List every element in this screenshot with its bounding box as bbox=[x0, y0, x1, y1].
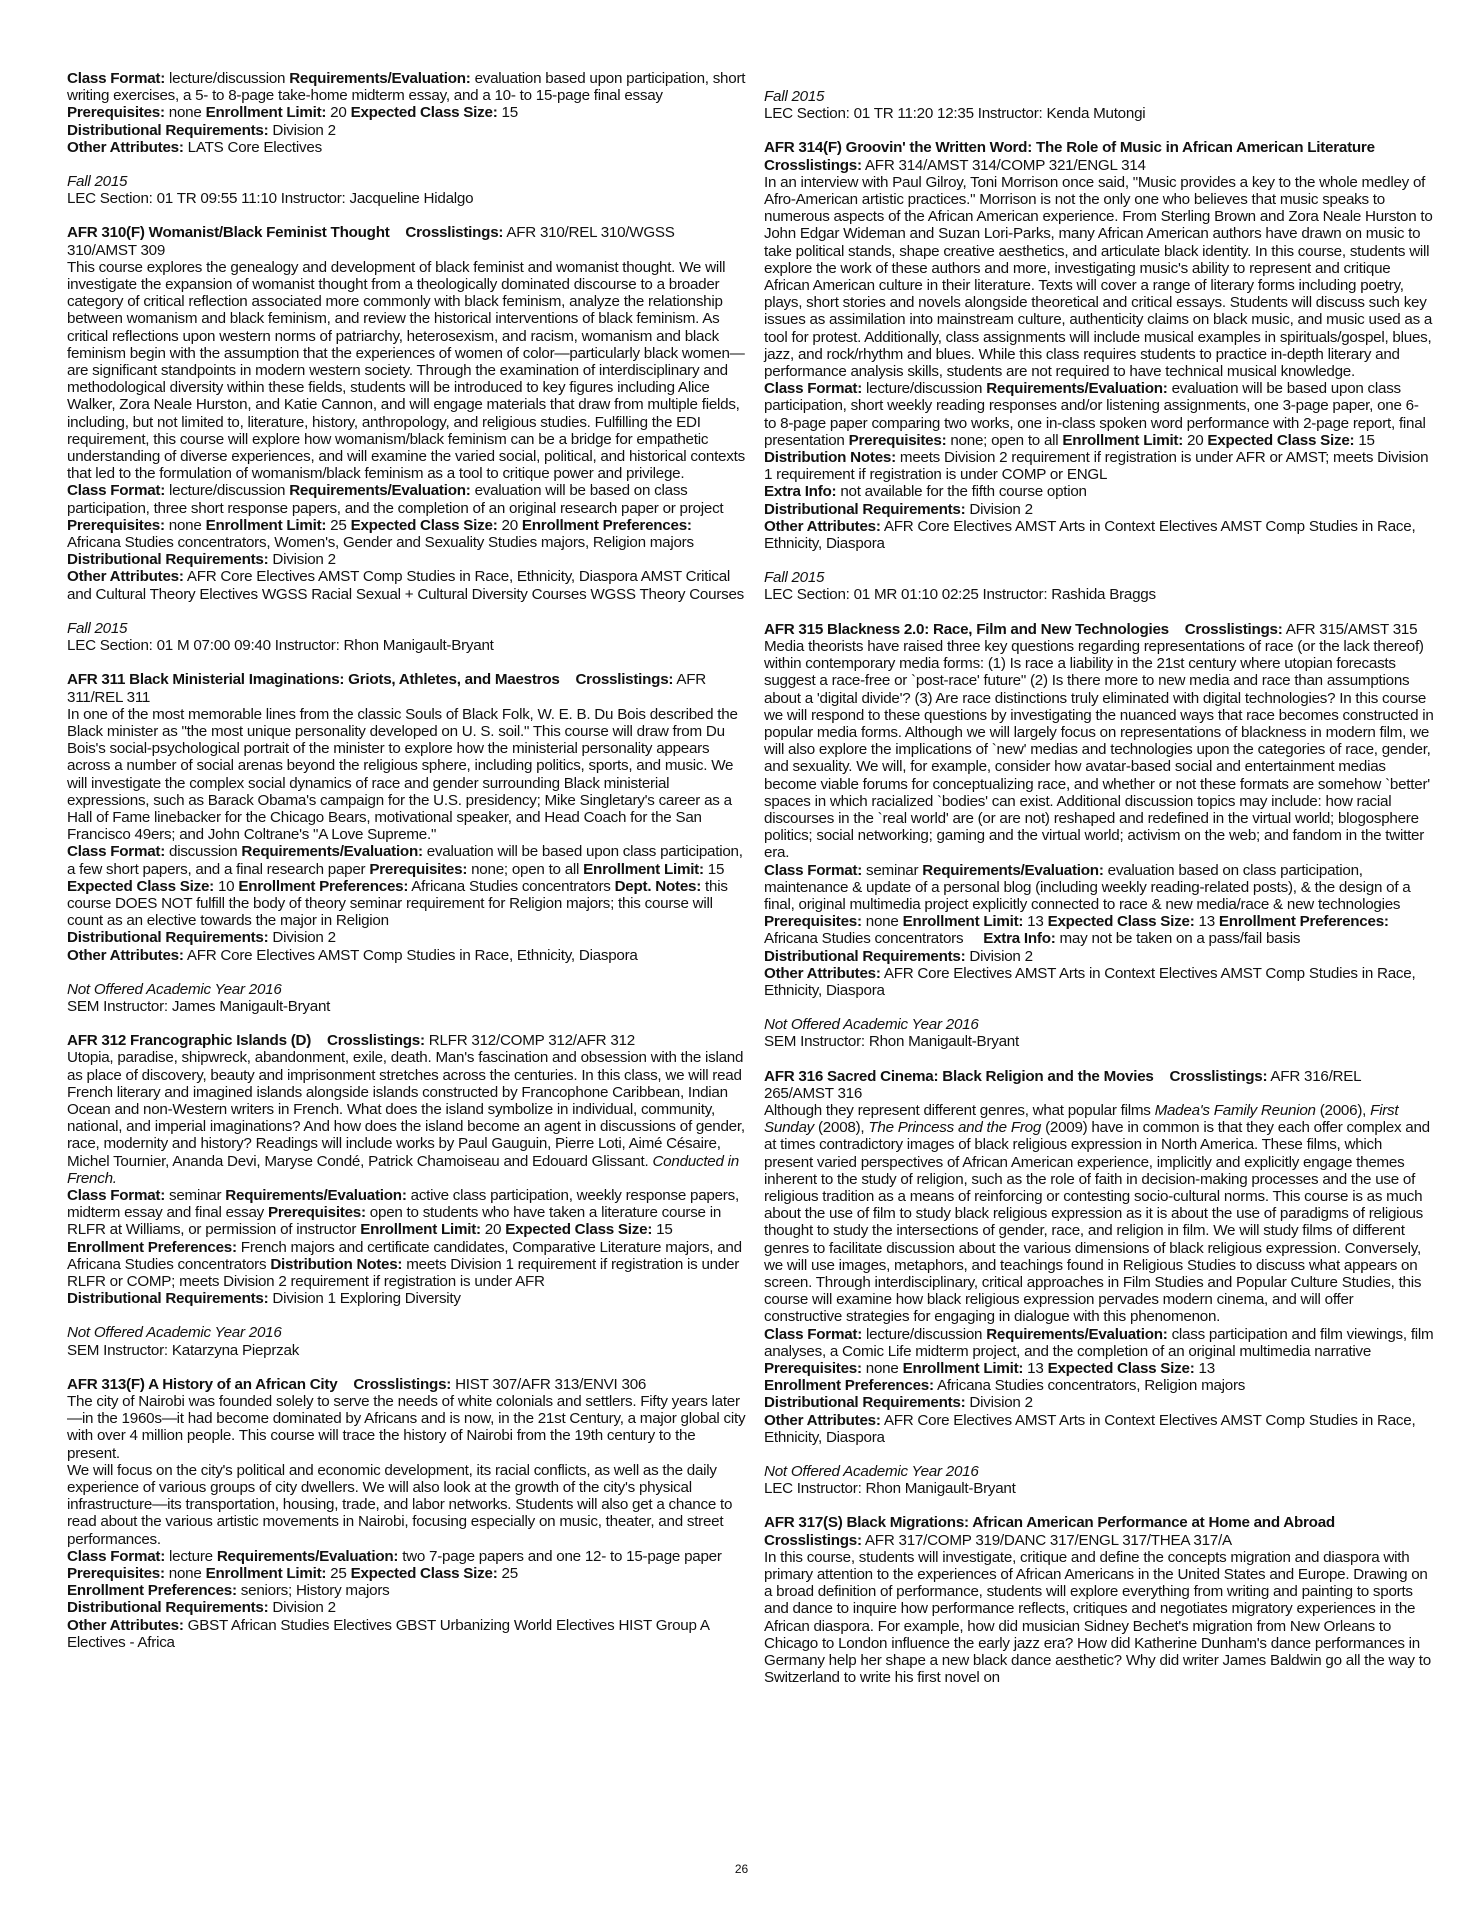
course-title: AFR 313(F) A History of an African City bbox=[67, 1375, 338, 1393]
section-info: Fall 2015 LEC Section: 01 MR 01:10 02:25 Instructor: Rashida Braggs bbox=[764, 569, 1156, 604]
course-description: Media theorists have raised three key questions regarding representations of race (or the lack thereof) within contemporary media forms: (1) Is race a liability in the 21st century where utopian forecasts suggest a race-free or `post-race' future" (2) Is there more to new media and race than assumptions about a 'digital divide'? (3) Are race distinctions truly eliminated with digital technologies? In this course we will respond to these questions by investigating the nuanced ways that race becomes constructed in popular media forms. Although we will largely focus on representations of blackness in modern film, we will also explore the implications of `new' medias and technologies upon the categories of race, gender, and sexuality. We will, for example, consider how avatar-based social and entertainment medias become viable forums for conceptualizing race, and whether or not these formats are somehow `better' spaces in which racialized `bodies' can exist. Additional discussion topics may include: how racial discourses in the `real world' are (or are not) reshaped and redefined in the virtual world; blogosphere politics; social networking; gaming and the virtual world; activism on the web; and fandom in the twitter era. bbox=[764, 637, 1434, 862]
course-title: AFR 317(S) Black Migrations: African American Performance at Home and Abroad bbox=[764, 1514, 1335, 1532]
course-title: AFR 314(F) Groovin' the Written Word: The Role of Music in African American Literature bbox=[764, 139, 1375, 157]
section-info: Not Offered Academic Year 2016 SEM Instructor: James Manigault-Bryant bbox=[67, 980, 331, 1015]
course-description: Although they represent different genres, what popular films Madea's Family Reunion (2006), First Sunday (2008), The Princess and the Frog (2009) have in common is that they each offer complex and at times contradictory images of black religious expression in North America. These films, which present varied perspectives of African American experience, implicitly and explicitly engage themes inherent to the study of religion, such as the role of faith in decision-making processes and the use of religious tradition as a means of reinforcing or contesting socio-cultural norms. This course is as much about the use of film to study black religious expression as it is about the use of paradigms of religious thought to study the intersections of gender, race, and religion in film. We will study films of different genres to facilitate discussion about the various dimensions of black religious expression. Conversely, we will use images, metaphors, and teachings found in Religious Studies to discuss what appears on screen. Through interdisciplinary, critical approaches in Film Studies and Popular Culture Studies, this course will examine how black religious expression pervades modern cinema, and will offer constructive strategies for engaging in dialogue with this phenomenon. bbox=[764, 1101, 1430, 1326]
course-title: AFR 316 Sacred Cinema: Black Religion and the Movies bbox=[764, 1067, 1154, 1085]
course-title: AFR 310(F) Womanist/Black Feminist Thought bbox=[67, 224, 390, 242]
course-afr-315: AFR 315 Blackness 2.0: Race, Film and New Technologies Crosslistings: AFR 315/AMST 315 Media theorists have raised three key questions regarding representations of race (or the lack thereof) within contemporary media forms: (1) Is race a liability in the 21st century where utopian forecasts suggest a race-free or `post-race' future" (2) Is there more to new media and race than assumptions about a 'digital divide'? (3) Are race distinctions truly eliminated with digital technologies? In this course we will respond to these questions by investigating the nuanced ways that race becomes constructed in popular media forms. Although we will largely focus on representations of blackness in modern film, we will also explore the implications of `new' medias and technologies upon the categories of race, gender, and sexuality. We will, for example, consider how avatar-based social and entertainment medias become viable forums for conceptualizing race, and whether or not these formats are somehow `better' spaces in which racialized `bodies' can exist. Additional discussion topics may include: how racial discourses in the `real world' are (or are not) reshaped and redefined in the virtual world; blogosphere politics; social networking; gaming and the virtual world; activism on the web; and fandom in the twitter era. Class Format: seminar Requirements/Evaluation: evaluation based on class participation, maintenance & update of a personal blog (including weekly reading-related posts), & the design of a final, original multimedia project explicitly connected to race & new media/race & new technologies Prerequisites: none Enrollment Limit: 13 Expected Class Size: 13 Enrollment Preferences: Africana Studies concentrators Extra Info: may not be taken on a pass/fail basis Distributional Requirements: Division 2 Other Attributes: AFR Core Electives AMST Arts in Context Electives AMST Comp Studies in Race, Ethnicity, Diaspora bbox=[764, 620, 1434, 999]
course-afr-311: AFR 311 Black Ministerial Imaginations: Griots, Athletes, and Maestros Crosslistings: AFR 311/REL 311 In one of the most memorable lines from the classic Souls of Black Folk, W. E. B. Du Bois described the Black minister as "the most unique personality developed on U. S. soil." This course will draw from Du Bois's social-psychological portrait of the minister to explore how the ministerial personality appears across a number of social arenas beyond the religious sphere, including politics, sports, and music. We will investigate the complex social dynamics of race and gender surrounding Black ministerial expressions, such as Barack Obama's campaign for the U.S. presidency; Mike Singletary's career as a Hall of Fame linebacker for the Chicago Bears, motivational speaker, and Head Coach for the San Francisco 49ers; and John Coltrane's "A Love Supreme." Class Format: discussion Requirements/Evaluation: evaluation will be based upon class participation, a few short papers, and a final research paper Prerequisites: none; open to all Enrollment Limit: 15 Expected Class Size: 10 Enrollment Preferences: Africana Studies concentrators Dept. Notes: this course DOES NOT fulfill the body of theory seminar requirement for Religion majors; this course will count as an elective towards the major in Religion Distributional Requirements: Division 2 Other Attributes: AFR Core Electives AMST Comp Studies in Race, Ethnicity, Diaspora bbox=[67, 671, 747, 963]
right-column bbox=[764, 88, 1434, 1686]
section-info: Fall 2015 LEC Section: 01 TR 09:55 11:10 Instructor: Jacqueline Hidalgo bbox=[67, 173, 474, 208]
course-description: We will focus on the city's political and economic development, its racial conflicts, as well as the daily experience of various groups of city dwellers. We will also look at the growth of the city's physical infrastructure—its transportation, housing, trade, and labor networks. Students will also get a chance to read about the various artistic movements in Nairobi, focusing especially on music, theater, and street performances. bbox=[67, 1461, 733, 1548]
course-afr-314: AFR 314(F) Groovin' the Written Word: The Role of Music in African American Literature Crosslistings: AFR 314/AMST 314/COMP 321/ENGL 314 In an interview with Paul Gilroy, Toni Morrison once said, "Music provides a key to the whole medley of Afro-American artistic practices." Morrison is not the only one who believes that music speaks to numerous aspects of the African American experience. From Sterling Brown and Zora Neale Hurston to John Edgar Wideman and Suzan Lori-Parks, many African American authors have drawn on music to take political stands, shape creative aesthetics, and articulate black identity. In this course, students will explore the work of these authors and more, investigating music's ability to represent and critique African American culture in their literature. Texts will cover a range of literary forms including poetry, plays, short stories and novels alongside theoretical and critical essays. Students will discuss such key issues as assimilation into mainstream culture, authenticity claims on black music, and music used as a tool for protest. Additionally, class assignments will include musical examples in spirituals/gospel, blues, jazz, and rock/rhythm and blues. While this class requires students to practice in-depth literary and performance analysis skills, students are not required to have technical musical knowledge. Class Format: lecture/discussion Requirements/Evaluation: evaluation will be based upon class participation, short weekly reading responses and/or listening assignments, one 3-page paper, one 6- to 8-page paper comparing two works, one in-class spoken word performance with 2-page report, final presentation Prerequisites: none; open to all Enrollment Limit: 20 Expected Class Size: 15 Distribution Notes: meets Division 2 requirement if registration is under AFR or AMST; meets Division 1 requirement if registration is under COMP or ENGL Extra Info: not available for the fifth course option Distributional Requirements: Division 2 Other Attributes: AFR Core Electives AMST Arts in Context Electives AMST Comp Studies in Race, Ethnicity, Diaspora bbox=[764, 139, 1433, 553]
course-afr-317: AFR 317(S) Black Migrations: African American Performance at Home and Abroad Crosslistings: AFR 317/COMP 319/DANC 317/ENGL 317/THEA 317/A In this course, students will investigate, critique and define the concepts migration and diaspora with primary attention to the experiences of African Americans in the United States and Europe. Drawing on a broad definition of performance, students will explore everything from writing and painting to sports and dance to inquire how performance reflects, critiques and negotiates migratory experiences in the African diaspora. For example, how did musician Sidney Bechet's migration from New Orleans to Chicago to London influence the early jazz era? How did Katherine Dunham's dance performances in Germany help her shape a new black dance aesthetic? Why did writer James Baldwin go all the way to Switzerland to write his first novel on bbox=[764, 1514, 1434, 1686]
course-description: In one of the most memorable lines from the classic Souls of Black Folk, W. E. B. Du Bois described the Black minister as "the most unique personality developed on U. S. soil." This course will draw from Du Bois's social-psychological portrait of the minister to explore how the ministerial personality appears across a number of social arenas beyond the religious sphere, including politics, sports, and music. We will investigate the complex social dynamics of race and gender surrounding Black ministerial expressions, such as Barack Obama's campaign for the U.S. presidency; Mike Singletary's career as a Hall of Fame linebacker for the Chicago Bears, motivational speaker, and Head Coach for the San Francisco 49ers; and John Coltrane's "A Love Supreme." bbox=[67, 705, 738, 844]
page-number: 26 bbox=[734, 1862, 749, 1876]
course-description: In this course, students will investigate, critique and define the concepts migration and diaspora with primary attention to the experiences of African Americans in the United States and Europe. Drawing on a broad definition of performance, students will explore everything from writing and painting to sports and dance to inquire how performance reflects, critiques and negotiates migratory experiences in the African diaspora. For example, how did musician Sidney Bechet's migration from New Orleans to Chicago to London influence the early jazz era? How did Katherine Dunham's dance performances in Germany help her shape a new black dance aesthetic? Why did writer James Baldwin go all the way to Switzerland to write his first novel on bbox=[764, 1548, 1431, 1687]
course-afr-313: AFR 313(F) A History of an African City Crosslistings: HIST 307/AFR 313/ENVI 306 The city of Nairobi was founded solely to serve the needs of white colonials and settlers. Fifty years later—in the 1960s—it had become dominated by Africans and is now, in the 21st Century, a major global city with over 4 million people. This course will trace the history of Nairobi from the 19th century to the present. We will focus on the city's political and economic development, its racial conflicts, as well as the daily experience of various groups of city dwellers. We will also look at the growth of the city's physical infrastructure—its transportation, housing, trade, and labor networks. Students will also get a chance to read about the various artistic movements in Nairobi, focusing especially on music, theater, and street performances. Class Format: lecture Requirements/Evaluation: two 7-page papers and one 12- to 15-page paper Prerequisites: none Enrollment Limit: 25 Expected Class Size: 25 Enrollment Preferences: seniors; History majors Distributional Requirements: Division 2 Other Attributes: GBST African Studies Electives GBST Urbanizing World Electives HIST Group A Electives - Africa bbox=[67, 1375, 746, 1651]
section-info: Fall 2015 LEC Section: 01 TR 11:20 12:35 Instructor: Kenda Mutongi bbox=[764, 88, 1146, 123]
course-afr-310: AFR 310(F) Womanist/Black Feminist Thought Crosslistings: AFR 310/REL 310/WGSS 310/AMST 309 This course explores the genealogy and development of black feminist and womanist thought. We will investigate the expansion of womanist thought from a theologically dominated discourse to a broader category of critical reflection associated more commonly with black feminism, analyze the relationship between womanism and black feminism, and review the historical interventions of black feminism. As critical reflections upon western norms of patriarchy, heterosexism, and racism, womanism and black feminism begin with the assumption that the experiences of women of color—particularly black women—are significant standpoints in modern western society. Through the examination of interdisciplinary and methodological diversity within these fields, students will be introduced to key figures including Alice Walker, Zora Neale Hurston, and Katie Cannon, and will engage materials that draw from multiple fields, including, but not limited to, literature, history, anthropology, and religious studies. Fulfilling the EDI requirement, this course will explore how womanism/black feminism can be a bridge for empathetic understanding of diverse experiences, and will examine the varied social, political, and historical contexts that led to the formulation of womanism/black feminism as a tool to critique power and privilege. Class Format: lecture/discussion Requirements/Evaluation: evaluation will be based on class participation, three short response papers, and the completion of an original research paper or project Prerequisites: none Enrollment Limit: 25 Expected Class Size: 20 Enrollment Preferences: Africana Studies concentrators, Women's, Gender and Sexuality Studies majors, Religion majors Distributional Requirements: Division 2 Other Attributes: AFR Core Electives AMST Comp Studies in Race, Ethnicity, Diaspora AMST Critical and Cultural Theory Electives WGSS Racial Sexual + Cultural Diversity Courses WGSS Theory Courses bbox=[67, 224, 747, 602]
course-afr-312: AFR 312 Francographic Islands (D) Crosslistings: RLFR 312/COMP 312/AFR 312 Utopia, paradise, shipwreck, abandonment, exile, death. Man's fascination and obsession with the island as place of discovery, beauty and imprisonment stretches across the centuries. In this class, we will read French literary and imagined islands alongside islands constructed by Francophone Caribbean, Indian Ocean and non-Western writers in French. What does the island symbolize in individual, community, national, and imperial imaginations? And how does the island become an agent in discussions of gender, race, modernity and history? Readings will include works by Paul Gauguin, Pierre Loti, Aimé Césaire, Michel Tournier, Ananda Devi, Maryse Condé, Patrick Chamoiseau and Edouard Glissant. Conducted in French. Class Format: seminar Requirements/Evaluation: active class participation, weekly response papers, midterm essay and final essay Prerequisites: open to students who have taken a literature course in RLFR at Williams, or permission of instructor Enrollment Limit: 20 Expected Class Size: 15 Enrollment Preferences: French majors and certificate candidates, Comparative Literature majors, and Africana Studies concentrators Distribution Notes: meets Division 1 requirement if registration is under RLFR or COMP; meets Division 2 requirement if registration is under AFR Distributional Requirements: Division 1 Exploring Diversity bbox=[67, 1032, 747, 1307]
section-info: Not Offered Academic Year 2016 SEM Instructor: Rhon Manigault-Bryant bbox=[764, 1016, 1019, 1051]
course-description: This course explores the genealogy and development of black feminist and womanist thought. We will investigate the expansion of womanist thought from a theologically dominated discourse to a broader category of critical reflection associated more commonly with black feminism, analyze the relationship between womanism and black feminism, and review the historical interventions of black feminism. As critical reflections upon western norms of patriarchy, heterosexism, and racism, womanism and black feminism begin with the assumption that the experiences of women of color—particularly black women—are significant standpoints in modern western society. Through the examination of interdisciplinary and methodological diversity within these fields, students will be introduced to key figures including Alice Walker, Zora Neale Hurston, and Katie Cannon, and will engage materials that draw from multiple fields, including, but not limited to, literature, history, anthropology, and religious studies. Fulfilling the EDI requirement, this course will explore how womanism/black feminism can be a bridge for empathetic understanding of diverse experiences, and will examine the varied social, political, and historical contexts that led to the formulation of womanism/black feminism as a tool to critique power and privilege. bbox=[67, 258, 745, 483]
section-info: Not Offered Academic Year 2016 LEC Instructor: Rhon Manigault-Bryant bbox=[764, 1463, 1016, 1498]
course-title: AFR 312 Francographic Islands (D) bbox=[67, 1032, 312, 1050]
section-info: Fall 2015 LEC Section: 01 M 07:00 09:40 Instructor: Rhon Manigault-Bryant bbox=[67, 619, 494, 655]
left-column bbox=[67, 70, 747, 1651]
course-afr-316: AFR 316 Sacred Cinema: Black Religion and the Movies Crosslistings: AFR 316/REL 265/AMST 316 Although they represent different genres, what popular films Madea's Family Reunion (2006), First Sunday (2008), The Princess and the Frog (2009) have in common is that they each offer complex and at times contradictory images of black religious expression in North America. These films, which present varied perspectives of African American experience, implicitly and explicitly engage themes inherent to the study of religion, such as the role of faith in decision-making processes and the use of religious tradition as a means of reinforcing or contesting socio-cultural norms. This course is as much about the use of film to study black religious expression as it is about the use of paradigms of religious thought to study the intersections of gender, race, and religion in film. We will study films of different genres to facilitate discussion about the various dimensions of black religious expression. Conversely, we will use images, metaphors, and teachings found in Religious Studies to discuss what appears on screen. Through interdisciplinary, critical approaches in Film Studies and Popular Culture Studies, this course will examine how black religious expression pervades modern cinema, and will offer constructive strategies for engaging in dialogue with this phenomenon. Class Format: lecture/discussion Requirements/Evaluation: class participation and film viewings, film analyses, a Comic Life midterm project, and the completion of an original multimedia narrative Prerequisites: none Enrollment Limit: 13 Expected Class Size: 13 Enrollment Preferences: Africana Studies concentrators, Religion majors Distributional Requirements: Division 2 Other Attributes: AFR Core Electives AMST Arts in Context Electives AMST Comp Studies in Race, Ethnicity, Diaspora bbox=[764, 1067, 1434, 1446]
course-description: The city of Nairobi was founded solely to serve the needs of white colonials and settlers. Fifty years later—in the 1960s—it had become dominated by Africans and is now, in the 21st Century, a major global city with over 4 million people. This course will trace the history of Nairobi from the 19th century to the present. bbox=[67, 1393, 746, 1462]
course-description: In an interview with Paul Gilroy, Toni Morrison once said, "Music provides a key to the whole medley of Afro-American artistic practices." Morrison is not the only one who believes that music speaks to numerous aspects of the African American experience. From Sterling Brown and Zora Neale Hurston to John Edgar Wideman and Suzan Lori-Parks, many African American authors have drawn on music to take political stands, shape creative aesthetics, and articulate black identity. In this course, students will explore the work of these authors and more, investigating music's ability to represent and critique African American culture in their literature. Texts will cover a range of literary forms including poetry, plays, short stories and novels alongside theoretical and critical essays. Students will discuss such key issues as assimilation into mainstream culture, authenticity claims on black music, and music used as a tool for protest. Additionally, class assignments will include musical examples in spirituals/gospel, blues, jazz, and rock/rhythm and blues. While this class requires students to practice in-depth literary and performance analysis skills, students are not required to have technical musical knowledge. bbox=[764, 173, 1433, 381]
course-description: Utopia, paradise, shipwreck, abandonment, exile, death. Man's fascination and obsession with the island as place of discovery, beauty and imprisonment stretches across the centuries. In this class, we will read French literary and imagined islands alongside islands constructed by Francophone Caribbean, Indian Ocean and non-Western writers in French. What does the island symbolize in individual, community, national, and imperial imaginations? And how does the island become an agent in discussions of gender, race, modernity and history? Readings will include works by Paul Gauguin, Pierre Loti, Aimé Césaire, Michel Tournier, Ananda Devi, Maryse Condé, Patrick Chamoiseau and Edouard Glissant. Conducted in French. bbox=[67, 1049, 745, 1187]
course-title: AFR 315 Blackness 2.0: Race, Film and New Technologies bbox=[764, 620, 1169, 638]
section-info: Not Offered Academic Year 2016 SEM Instructor: Katarzyna Pieprzak bbox=[67, 1324, 300, 1359]
course-title: AFR 311 Black Ministerial Imaginations: Griots, Athletes, and Maestros bbox=[67, 671, 560, 689]
course-details-top: Class Format: lecture/discussion Requirements/Evaluation: evaluation based upon participation, short writing exercises, a 5- to 8-page take-home midterm essay, and a 10- to 15-page final essay Prerequisites: none Enrollment Limit: 20 Expected Class Size: 15 Distributional Requirements: Division 2 Other Attributes: LATS Core Electives bbox=[67, 70, 746, 156]
